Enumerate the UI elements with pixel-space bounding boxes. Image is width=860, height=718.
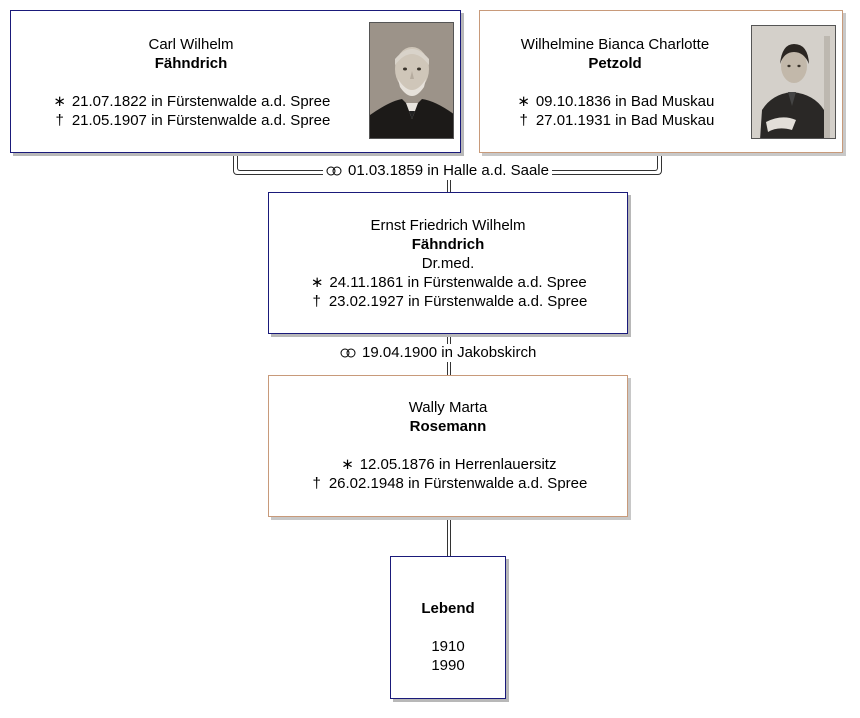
death-info: 23.02.1927 in Fürstenwalde a.d. Spree	[328, 293, 588, 310]
person-card-ernst-friedrich-wilhelm[interactable]	[268, 192, 628, 334]
person-info	[269, 398, 627, 493]
person-info	[480, 35, 750, 130]
person-card-wilhelmine[interactable]	[479, 10, 843, 153]
portrait-photo	[369, 22, 454, 139]
death-symbol: †	[519, 112, 528, 129]
given-name: Wilhelmine Bianca Charlotte	[520, 36, 710, 53]
death-symbol: †	[312, 475, 321, 492]
wedding-rings-icon	[340, 348, 356, 358]
death-symbol: †	[312, 293, 321, 310]
surname: Petzold	[588, 55, 642, 72]
birth-symbol: ∗	[310, 274, 324, 291]
year-2: 1990	[431, 657, 465, 674]
person-card-carl-wilhelm[interactable]	[10, 10, 461, 153]
birth-info: 09.10.1836 in Bad Muskau	[535, 93, 715, 110]
person-info	[391, 599, 505, 675]
marriage-grandparents-text: 01.03.1859 in Halle a.d. Saale	[348, 162, 549, 179]
death-info: 27.01.1931 in Bad Muskau	[535, 112, 715, 129]
person-card-wally-marta[interactable]	[268, 375, 628, 517]
surname: Fähndrich	[411, 236, 485, 253]
birth-info: 12.05.1876 in Herrenlauersitz	[359, 456, 557, 473]
person-info	[269, 216, 627, 311]
person-card-lebend[interactable]	[390, 556, 506, 699]
birth-symbol: ∗	[341, 456, 354, 473]
given-name: Ernst Friedrich Wilhelm	[370, 217, 526, 234]
surname: Fähndrich	[154, 55, 228, 72]
death-symbol: †	[55, 112, 64, 129]
wedding-rings-icon	[326, 166, 342, 176]
mother-to-child-line	[447, 516, 451, 556]
marriage-grandparents	[323, 162, 552, 180]
birth-info: 21.07.1822 in Fürstenwalde a.d. Spree	[71, 93, 331, 110]
death-info: 26.02.1948 in Fürstenwalde a.d. Spree	[328, 475, 588, 492]
marriage-parents-text: 19.04.1900 in Jakobskirch	[362, 344, 537, 361]
person-name: Lebend	[421, 600, 475, 617]
portrait-photo	[751, 25, 836, 139]
birth-info: 24.11.1861 in Fürstenwalde a.d. Spree	[329, 274, 587, 291]
person-info	[11, 35, 371, 130]
surname: Rosemann	[409, 418, 487, 435]
birth-symbol: ∗	[53, 93, 66, 110]
birth-symbol: ∗	[517, 93, 530, 110]
death-info: 21.05.1907 in Fürstenwalde a.d. Spree	[71, 112, 331, 129]
marriage-parents	[337, 344, 539, 362]
given-name: Wally Marta	[408, 399, 488, 416]
given-name: Carl Wilhelm	[148, 36, 234, 53]
year-1: 1910	[431, 638, 465, 655]
academic-title: Dr.med.	[421, 255, 475, 272]
